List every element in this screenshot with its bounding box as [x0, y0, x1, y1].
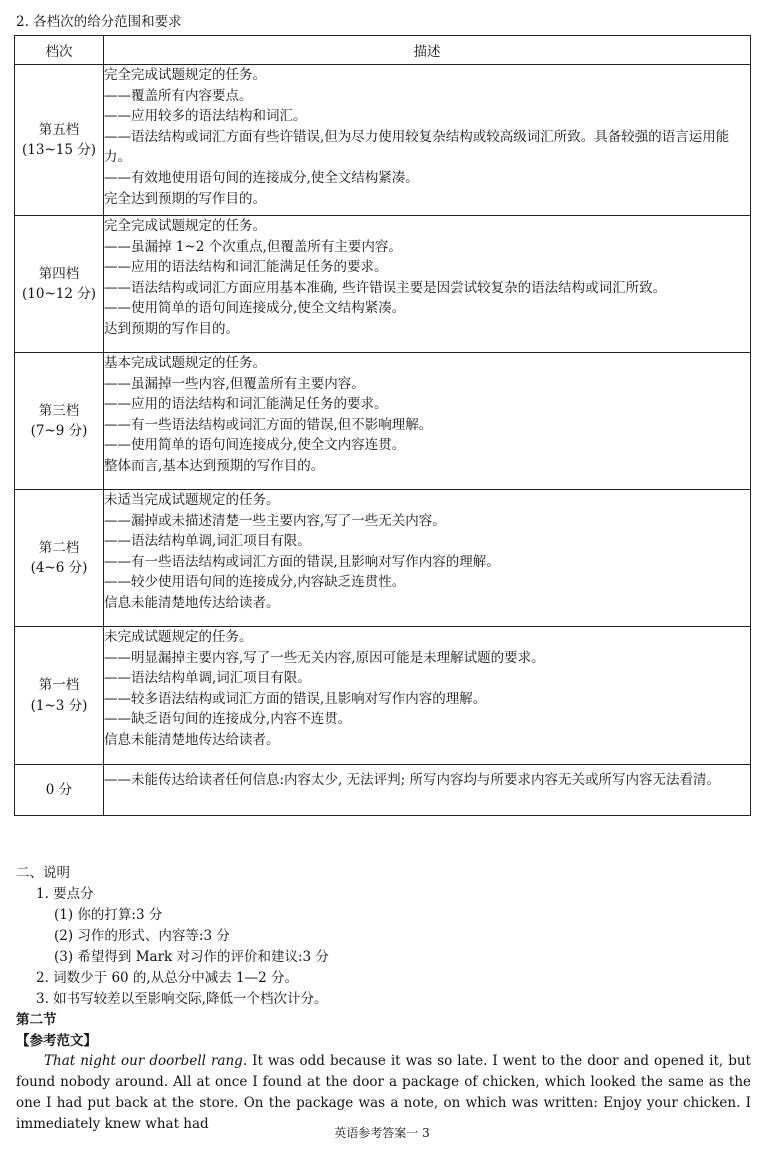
description-cell — [104, 627, 751, 765]
note-item: 2. 词数少于 60 的,从总分中减去 1—2 分。 — [36, 970, 298, 986]
table-row — [15, 490, 751, 627]
description-line: ——较多语法结构或词汇方面的错误,且影响对写作内容的理解。 — [104, 690, 487, 707]
description-line: ——虽漏掉一些内容,但覆盖所有主要内容。 — [104, 375, 365, 392]
description-cell — [104, 490, 751, 627]
description-line: 完全完成试题规定的任务。 — [104, 67, 266, 83]
description-line: ——虽漏掉 1~2 个次重点,但覆盖所有主要内容。 — [104, 238, 402, 255]
description-line: 未适当完成试题规定的任务。 — [104, 492, 280, 508]
description-line: ——语法结构或词汇方面有些许错误,但为尽力使用较复杂结构或较高级词汇所致。具备较强的语言运用能力。 — [104, 128, 730, 166]
scoring-rubric-table — [14, 35, 751, 816]
description-cell — [104, 216, 751, 353]
note-item: 1. 要点分 — [36, 886, 94, 902]
sample-essay — [16, 1051, 751, 1135]
level-range: (10~12 分) — [22, 286, 96, 302]
table-header-row — [15, 36, 751, 65]
description-line: ——缺乏语句间的连接成分,内容不连贯。 — [104, 711, 352, 728]
description-line: 完全完成试题规定的任务。 — [104, 218, 266, 234]
description-line: 信息未能清楚地传达给读者。 — [104, 594, 280, 611]
level-name: 第一档 — [38, 677, 80, 694]
description-line: ——有一些语法结构或词汇方面的错误,且影响对写作内容的理解。 — [104, 553, 500, 570]
description-line: ——覆盖所有内容要点。 — [104, 87, 253, 104]
level-range: (4~6 分) — [30, 560, 88, 576]
level-cell — [15, 490, 104, 627]
level-name: 第四档 — [38, 265, 80, 282]
essay-italic-start: That night our doorbell rang — [44, 1053, 243, 1069]
description-line: ——应用的语法结构和词汇能满足任务的要求。 — [104, 259, 388, 276]
description-line: ——使用简单的语句间连接成分,使全文结构紧凑。 — [104, 300, 406, 317]
part-heading: 第二节 — [16, 1012, 57, 1028]
level-cell — [15, 353, 104, 490]
description-line: 未完成试题规定的任务。 — [104, 629, 253, 645]
description-line: ——有效地使用语句间的连接成分,使全文结构紧凑。 — [104, 169, 419, 186]
table-row — [15, 765, 751, 816]
level-cell — [15, 216, 104, 353]
level-range: (13~15 分) — [22, 142, 96, 158]
description-line: ——应用较多的语法结构和词汇。 — [104, 108, 307, 125]
level-range: (1~3 分) — [30, 697, 88, 714]
description-line: 信息未能清楚地传达给读者。 — [104, 731, 280, 748]
level-cell — [15, 765, 104, 816]
page-footer: 英语参考答案一 3 — [334, 1126, 430, 1140]
note-subitem: (2) 习作的形式、内容等:3 分 — [54, 928, 230, 944]
description-line: ——漏掉或未描述清楚一些主要内容,写了一些无关内容。 — [104, 512, 446, 529]
description-cell — [104, 765, 751, 816]
description-line: ——有一些语法结构或词汇方面的错误,但不影响理解。 — [104, 416, 433, 433]
description-line: 基本完成试题规定的任务。 — [104, 355, 266, 371]
table-row — [15, 627, 751, 765]
level-name: 第五档 — [38, 121, 80, 138]
note-subitem: (1) 你的打算:3 分 — [54, 907, 163, 923]
description-line: 达到预期的写作目的。 — [104, 320, 239, 337]
table-row — [15, 65, 751, 216]
notes-heading: 二、说明 — [16, 865, 70, 881]
notes-section — [16, 863, 751, 1052]
level-range: (7~9 分) — [30, 423, 88, 439]
description-line: ——明显漏掉主要内容,写了一些无关内容,原因可能是未理解试题的要求。 — [104, 649, 545, 666]
level-name: 0 分 — [45, 781, 73, 798]
note-item: 3. 如书写较差以至影响交际,降低一个档次计分。 — [36, 991, 328, 1007]
level-name: 第二档 — [38, 539, 80, 556]
description-line: ——应用的语法结构和词汇能满足任务的要求。 — [104, 396, 388, 413]
table-row — [15, 353, 751, 490]
header-level: 档次 — [15, 36, 104, 65]
level-name: 第三档 — [38, 402, 80, 419]
description-line: ——语法结构或词汇方面应用基本准确, 些许错误主要是因尝试较复杂的语法结构或词汇所致。 — [104, 279, 667, 296]
level-cell — [15, 65, 104, 216]
description-line: ——使用简单的语句间连接成分,使全文内容连贯。 — [104, 437, 406, 454]
description-cell — [104, 65, 751, 216]
section-title: 2. 各档次的给分范围和要求 — [16, 14, 182, 30]
description-line: 完全达到预期的写作目的。 — [104, 190, 266, 207]
essay-body: . It was odd because it was so late. I went to the door and opened it, but found nobody around. All at once I found at the door a package of chicken, which looked the same as the one I had put back at the store. On the package was a note, on which was written: Enjoy your chicken. I immediately knew what had — [16, 1053, 751, 1132]
description-line: ——未能传达给读者任何信息:内容太少, 无法评判; 所写内容均与所要求内容无关或所写内容无法看清。 — [104, 772, 720, 788]
description-line: ——较少使用语句间的连接成分,内容缺乏连贯性。 — [104, 574, 406, 591]
level-cell — [15, 627, 104, 765]
header-description: 描述 — [104, 36, 751, 65]
description-line: ——语法结构单调,词汇项目有限。 — [104, 533, 311, 550]
description-line: ——语法结构单调,词汇项目有限。 — [104, 670, 311, 687]
table-row — [15, 216, 751, 353]
note-subitem: (3) 希望得到 Mark 对习作的评价和建议:3 分 — [54, 949, 329, 965]
description-cell — [104, 353, 751, 490]
sample-essay-heading: 【参考范文】 — [16, 1033, 97, 1049]
description-line: 整体而言,基本达到预期的写作目的。 — [104, 457, 325, 474]
